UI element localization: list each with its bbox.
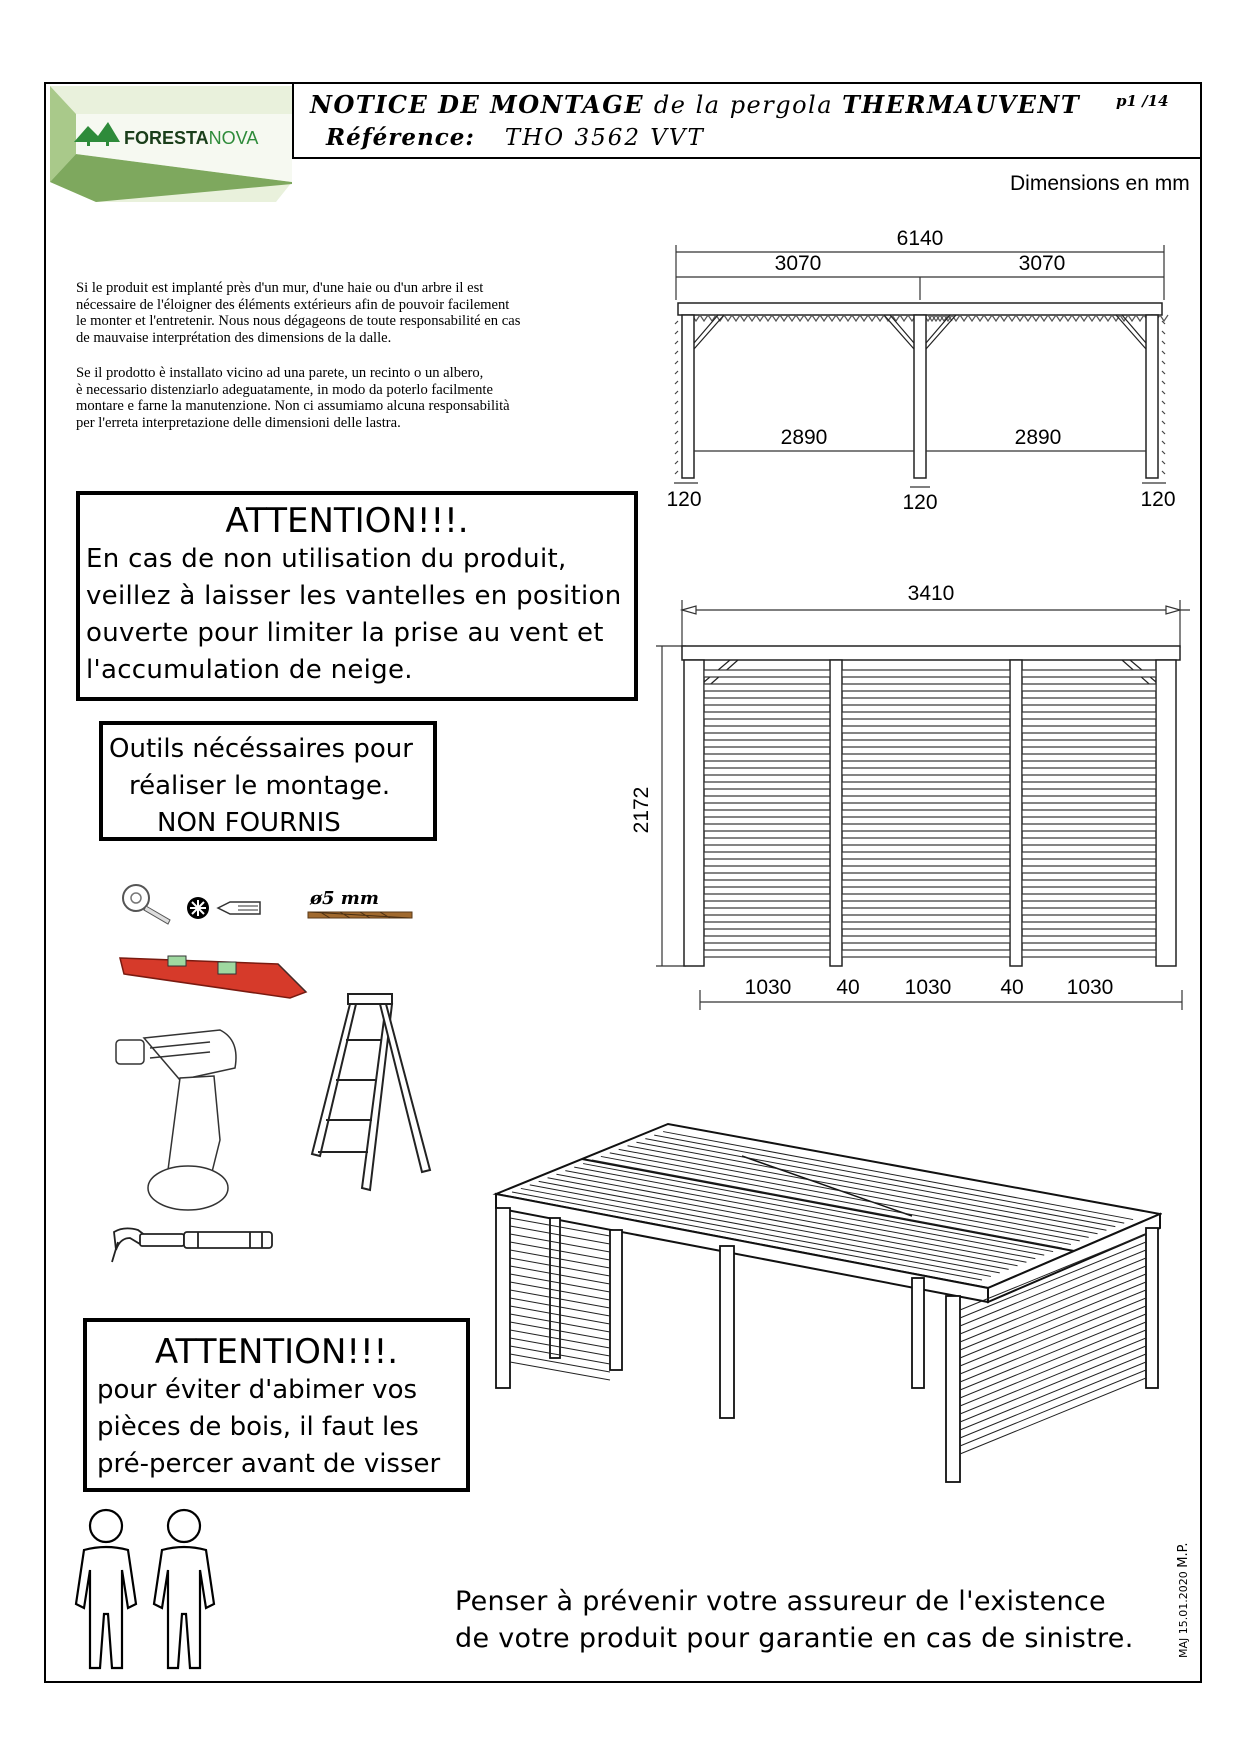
side-louvre bbox=[842, 740, 1010, 747]
side-louvre bbox=[842, 880, 1010, 887]
side-louvre bbox=[704, 880, 830, 887]
note-fr-line: de mauvaise interprétation des dimensions de la dalle. bbox=[76, 329, 392, 346]
side-louvre bbox=[1022, 712, 1156, 719]
side-louvre bbox=[1022, 768, 1156, 775]
header-vertical-divider bbox=[292, 82, 294, 158]
side-louvre bbox=[704, 768, 830, 775]
attention-line: pièces de bois, il faut les bbox=[97, 1412, 419, 1442]
note-it-line: Se il prodotto è installato vicino ad una parete, un recinto o un albero, bbox=[76, 365, 484, 381]
side-louvre bbox=[704, 740, 830, 747]
side-louvre bbox=[1022, 698, 1156, 705]
dim-half-left: 3070 bbox=[774, 252, 822, 275]
side-louvre bbox=[704, 712, 830, 719]
document-title bbox=[310, 90, 1080, 119]
dim-side-width: 3410 bbox=[907, 582, 955, 605]
side-louvre bbox=[1022, 950, 1156, 957]
attention-heading: ATTENTION!!!. bbox=[225, 501, 469, 541]
note-it-line: montare e farne la manutenzione. Non ci assumiamo alcuna responsabilità bbox=[76, 398, 510, 414]
side-louvre bbox=[704, 726, 830, 733]
reference-label: Référence: bbox=[326, 124, 475, 151]
wall-louvre bbox=[960, 1362, 1146, 1438]
dim-total-width: 6140 bbox=[896, 227, 944, 250]
dim-gap-1: 40 bbox=[836, 976, 860, 999]
side-louvre bbox=[842, 698, 1010, 705]
tools-line: NON FOURNIS bbox=[157, 808, 341, 838]
side-louvre bbox=[1022, 894, 1156, 901]
wall-louvre bbox=[960, 1346, 1146, 1422]
dim-post-left: 120 bbox=[666, 488, 702, 511]
wall-louvre bbox=[510, 1362, 610, 1380]
side-louvre bbox=[1022, 824, 1156, 831]
side-louvre bbox=[842, 894, 1010, 901]
side-louvre bbox=[704, 838, 830, 845]
wall-louvre bbox=[960, 1322, 1146, 1398]
attention-line: veillez à laisser les vantelles en position bbox=[86, 581, 622, 611]
pergola-3d-drawing bbox=[492, 1118, 1162, 1503]
side-louvre bbox=[704, 908, 830, 915]
attention-line: pour éviter d'abimer vos bbox=[97, 1375, 418, 1405]
insurance-line: de votre produit pour garantie en cas de sinistre. bbox=[455, 1623, 1134, 1654]
side-louvre bbox=[842, 712, 1010, 719]
drill-bit-size: ø5 mm bbox=[310, 888, 379, 909]
side-louvre bbox=[842, 852, 1010, 859]
side-louvre bbox=[842, 768, 1010, 775]
dim-half-right: 3070 bbox=[1018, 252, 1066, 275]
dim-span-right: 2890 bbox=[1014, 426, 1062, 449]
side-louvre bbox=[842, 824, 1010, 831]
dim-bay-2: 1030 bbox=[904, 976, 952, 999]
side-louvre bbox=[1022, 908, 1156, 915]
note-fr-line: le monter et l'entretenir. Nous nous dégageons de toute responsabilité en cas bbox=[76, 313, 521, 329]
title-part-d: THERMAUVENT bbox=[842, 90, 1081, 119]
dim-post-mid: 120 bbox=[902, 491, 938, 514]
side-louvre bbox=[704, 894, 830, 901]
tools-illustration bbox=[110, 870, 440, 1310]
note-it-line: è necessario distenziarlo adeguatamente, in modo da poterlo facilmente bbox=[76, 381, 493, 398]
dim-post-right: 120 bbox=[1140, 488, 1176, 511]
side-louvre bbox=[704, 782, 830, 789]
revision-initials: M.P. bbox=[1176, 1542, 1191, 1568]
side-louvre bbox=[842, 754, 1010, 761]
note-fr-line: Si le produit est implanté près d'un mur, d'une haie ou d'un arbre il est bbox=[76, 280, 484, 296]
hammer-icon bbox=[112, 1228, 272, 1262]
dim-gap-2: 40 bbox=[1000, 976, 1024, 999]
side-louvre bbox=[1022, 810, 1156, 817]
tools-line: Outils nécéssaires pour bbox=[109, 734, 413, 764]
revision-stamp bbox=[1176, 1542, 1191, 1658]
note-french bbox=[76, 280, 636, 346]
side-louvre bbox=[1022, 880, 1156, 887]
logo-text-foresta: FORESTA bbox=[124, 128, 209, 148]
side-louvre bbox=[704, 698, 830, 705]
svg-text:FORESTANOVA bbox=[124, 128, 258, 148]
attention-box-predrill bbox=[83, 1318, 470, 1492]
dimensions-unit: Dimensions en mm bbox=[1010, 172, 1190, 195]
wall-louvre bbox=[960, 1306, 1146, 1382]
side-louvre bbox=[842, 838, 1010, 845]
dim-bay-1: 1030 bbox=[744, 976, 792, 999]
side-louvre bbox=[1022, 670, 1156, 677]
wall-louvre bbox=[960, 1330, 1146, 1406]
attention-heading: ATTENTION!!!. bbox=[154, 1332, 399, 1372]
tools-box bbox=[99, 721, 437, 841]
side-louvre bbox=[842, 922, 1010, 929]
note-it-line: per l'erreta interpretazione delle dimensioni delle lastra. bbox=[76, 414, 401, 431]
cordless-drill-icon bbox=[116, 1030, 236, 1210]
side-louvre bbox=[704, 796, 830, 803]
side-louvre bbox=[842, 670, 1010, 677]
side-louvre bbox=[1022, 922, 1156, 929]
wall-louvre bbox=[960, 1370, 1146, 1446]
side-louvre bbox=[704, 754, 830, 761]
dim-side-height: 2172 bbox=[630, 786, 653, 834]
side-louvre bbox=[704, 936, 830, 943]
insurance-note bbox=[455, 1583, 1134, 1657]
side-louvre bbox=[842, 866, 1010, 873]
wall-louvre bbox=[960, 1338, 1146, 1414]
ladder-icon bbox=[312, 994, 430, 1190]
screwdriver-bit-icon bbox=[187, 897, 260, 919]
spirit-level-icon bbox=[120, 956, 306, 998]
dim-span-left: 2890 bbox=[780, 426, 828, 449]
side-louvre bbox=[842, 936, 1010, 943]
side-louvre bbox=[1022, 754, 1156, 761]
side-louvre bbox=[1022, 782, 1156, 789]
header-divider bbox=[292, 157, 1202, 159]
side-louvre bbox=[704, 922, 830, 929]
note-italian bbox=[76, 365, 636, 431]
two-persons-icon bbox=[66, 1508, 226, 1673]
side-louvre bbox=[842, 908, 1010, 915]
side-louvre bbox=[1022, 852, 1156, 859]
side-louvre bbox=[704, 950, 830, 957]
wall-louvre bbox=[960, 1354, 1146, 1430]
wall-louvre bbox=[960, 1314, 1146, 1390]
title-part-b: de la bbox=[653, 91, 730, 119]
reference-value: THO 3562 VVT bbox=[504, 125, 705, 151]
reference-row bbox=[326, 124, 705, 151]
attention-line: En cas de non utilisation du produit, bbox=[86, 544, 567, 574]
title-part-c: pergola bbox=[729, 91, 843, 119]
side-louvre bbox=[1022, 796, 1156, 803]
side-louvre bbox=[704, 670, 830, 677]
side-louvre bbox=[704, 852, 830, 859]
attention-line: pré-percer avant de visser bbox=[97, 1449, 441, 1479]
front-view-drawing bbox=[660, 225, 1180, 525]
revision-date: MAJ 15.01.2020 bbox=[1177, 1571, 1190, 1658]
side-louvre bbox=[1022, 936, 1156, 943]
side-louvre bbox=[842, 810, 1010, 817]
side-view-drawing bbox=[630, 570, 1190, 1025]
insurance-line: Penser à prévenir votre assureur de l'existence bbox=[455, 1586, 1106, 1617]
wall-louvre bbox=[960, 1298, 1146, 1374]
side-louvre bbox=[1022, 866, 1156, 873]
side-louvre bbox=[704, 866, 830, 873]
side-louvre bbox=[1022, 838, 1156, 845]
note-fr-line: nécessaire de l'éloigner des éléments extérieurs afin de pouvoir facilement bbox=[76, 296, 510, 313]
forestanova-logo bbox=[46, 84, 292, 214]
wall-louvre bbox=[960, 1378, 1146, 1454]
side-louvre bbox=[842, 950, 1010, 957]
side-louvre bbox=[704, 824, 830, 831]
side-louvre bbox=[1022, 740, 1156, 747]
side-louvre bbox=[842, 726, 1010, 733]
tools-line: réaliser le montage. bbox=[129, 771, 391, 801]
side-louvre bbox=[704, 684, 830, 691]
title-part-a: NOTICE DE MONTAGE bbox=[310, 90, 654, 119]
tape-measure-icon bbox=[123, 885, 170, 924]
side-louvre bbox=[704, 810, 830, 817]
attention-line: ouverte pour limiter la prise au vent et bbox=[86, 618, 604, 648]
drill-bit-icon bbox=[308, 912, 412, 918]
side-louvre bbox=[842, 684, 1010, 691]
dim-bay-3: 1030 bbox=[1066, 976, 1114, 999]
logo-text-nova: NOVA bbox=[208, 128, 259, 148]
attention-box-wind bbox=[76, 491, 638, 701]
page-number: p1 /14 bbox=[1116, 92, 1169, 110]
side-louvre bbox=[842, 796, 1010, 803]
side-louvre bbox=[1022, 726, 1156, 733]
side-louvre bbox=[1022, 684, 1156, 691]
side-louvre bbox=[842, 782, 1010, 789]
attention-line: l'accumulation de neige. bbox=[86, 655, 413, 685]
